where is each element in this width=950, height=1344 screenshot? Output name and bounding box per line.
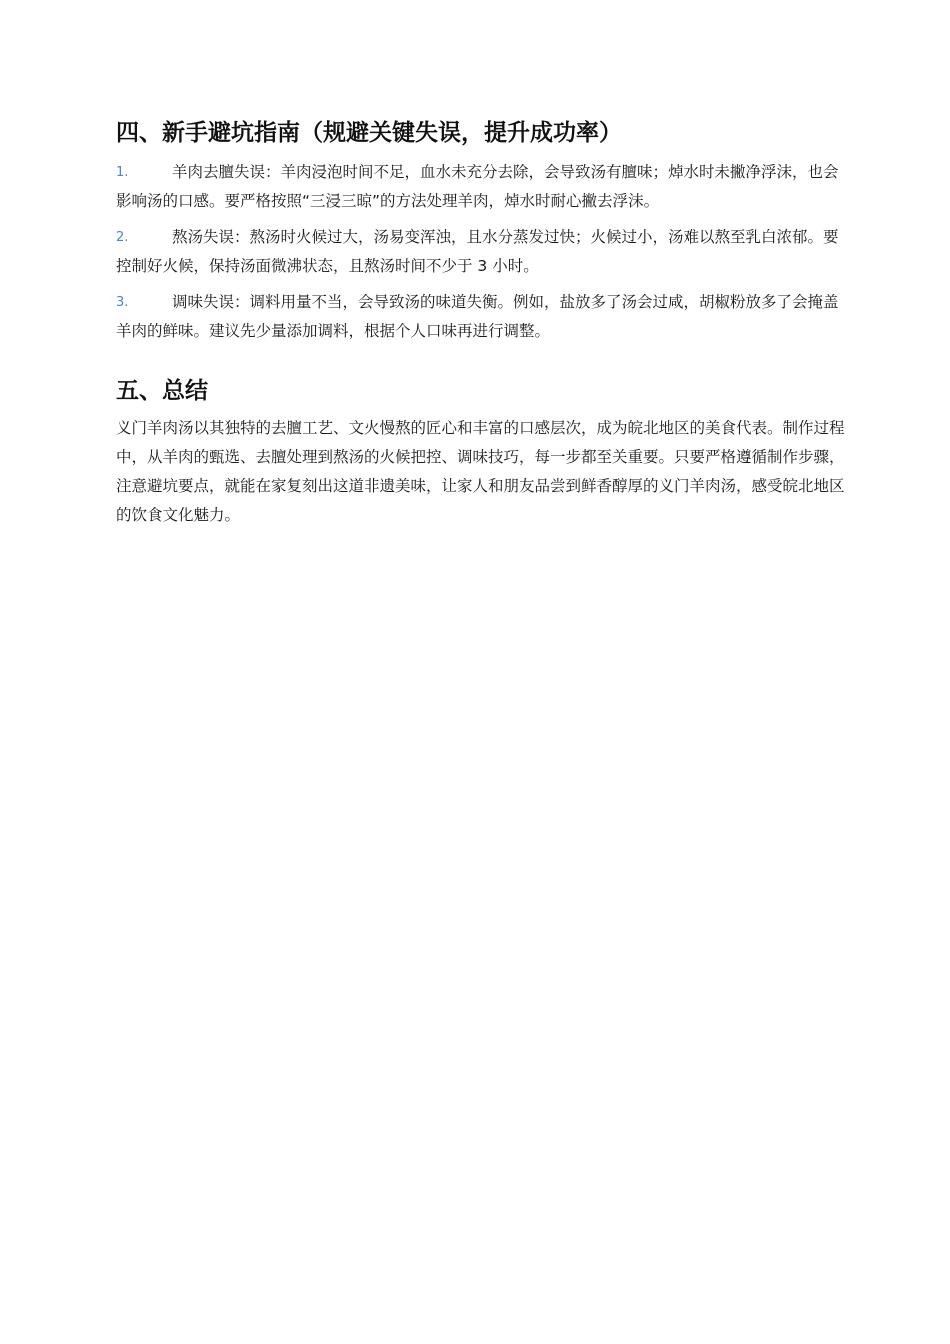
- list-number: 3.: [116, 295, 129, 310]
- section-four-heading: 四、新手避坑指南（规避关键失误，提升成功率）: [116, 120, 622, 146]
- pitfall-list: [116, 158, 851, 346]
- section-five-heading: 五、总结: [116, 378, 208, 404]
- list-number: 2.: [116, 230, 129, 245]
- list-item-text: 羊肉去膻失误：羊肉浸泡时间不足，血水未充分去除，会导致汤有膻味；焯水时未撇净浮沫，也会影响汤的口感。要严格按照“三浸三晾”的方法处理羊肉，焯水时耐心撇去浮沫。: [116, 163, 839, 210]
- list-item: [116, 158, 851, 216]
- list-item: [116, 223, 851, 281]
- document-page: [116, 114, 851, 530]
- list-item: [116, 288, 851, 346]
- list-number: 1.: [116, 165, 129, 180]
- list-item-text: 熬汤失误：熬汤时火候过大，汤易变浑浊，且水分蒸发过快；火候过小，汤难以熬至乳白浓郁。要控制好火候，保持汤面微沸状态，且熬汤时间不少于 3 小时。: [116, 228, 839, 275]
- list-item-text: 调味失误：调料用量不当，会导致汤的味道失衡。例如，盐放多了汤会过咸，胡椒粉放多了会掩盖羊肉的鲜味。建议先少量添加调料，根据个人口味再进行调整。: [116, 293, 839, 340]
- summary-paragraph: 义门羊肉汤以其独特的去膻工艺、文火慢熬的匠心和丰富的口感层次，成为皖北地区的美食代表。制作过程中，从羊肉的甄选、去膻处理到熬汤的火候把控、调味技巧，每一步都至关重要。只要严格遵循制作步骤，注意避坑要点，就能在家复刻出这道非遗美味，让家人和朋友品尝到鲜香醇厚的义门羊肉汤，感受皖北地区的饮食文化魅力。: [116, 419, 845, 524]
